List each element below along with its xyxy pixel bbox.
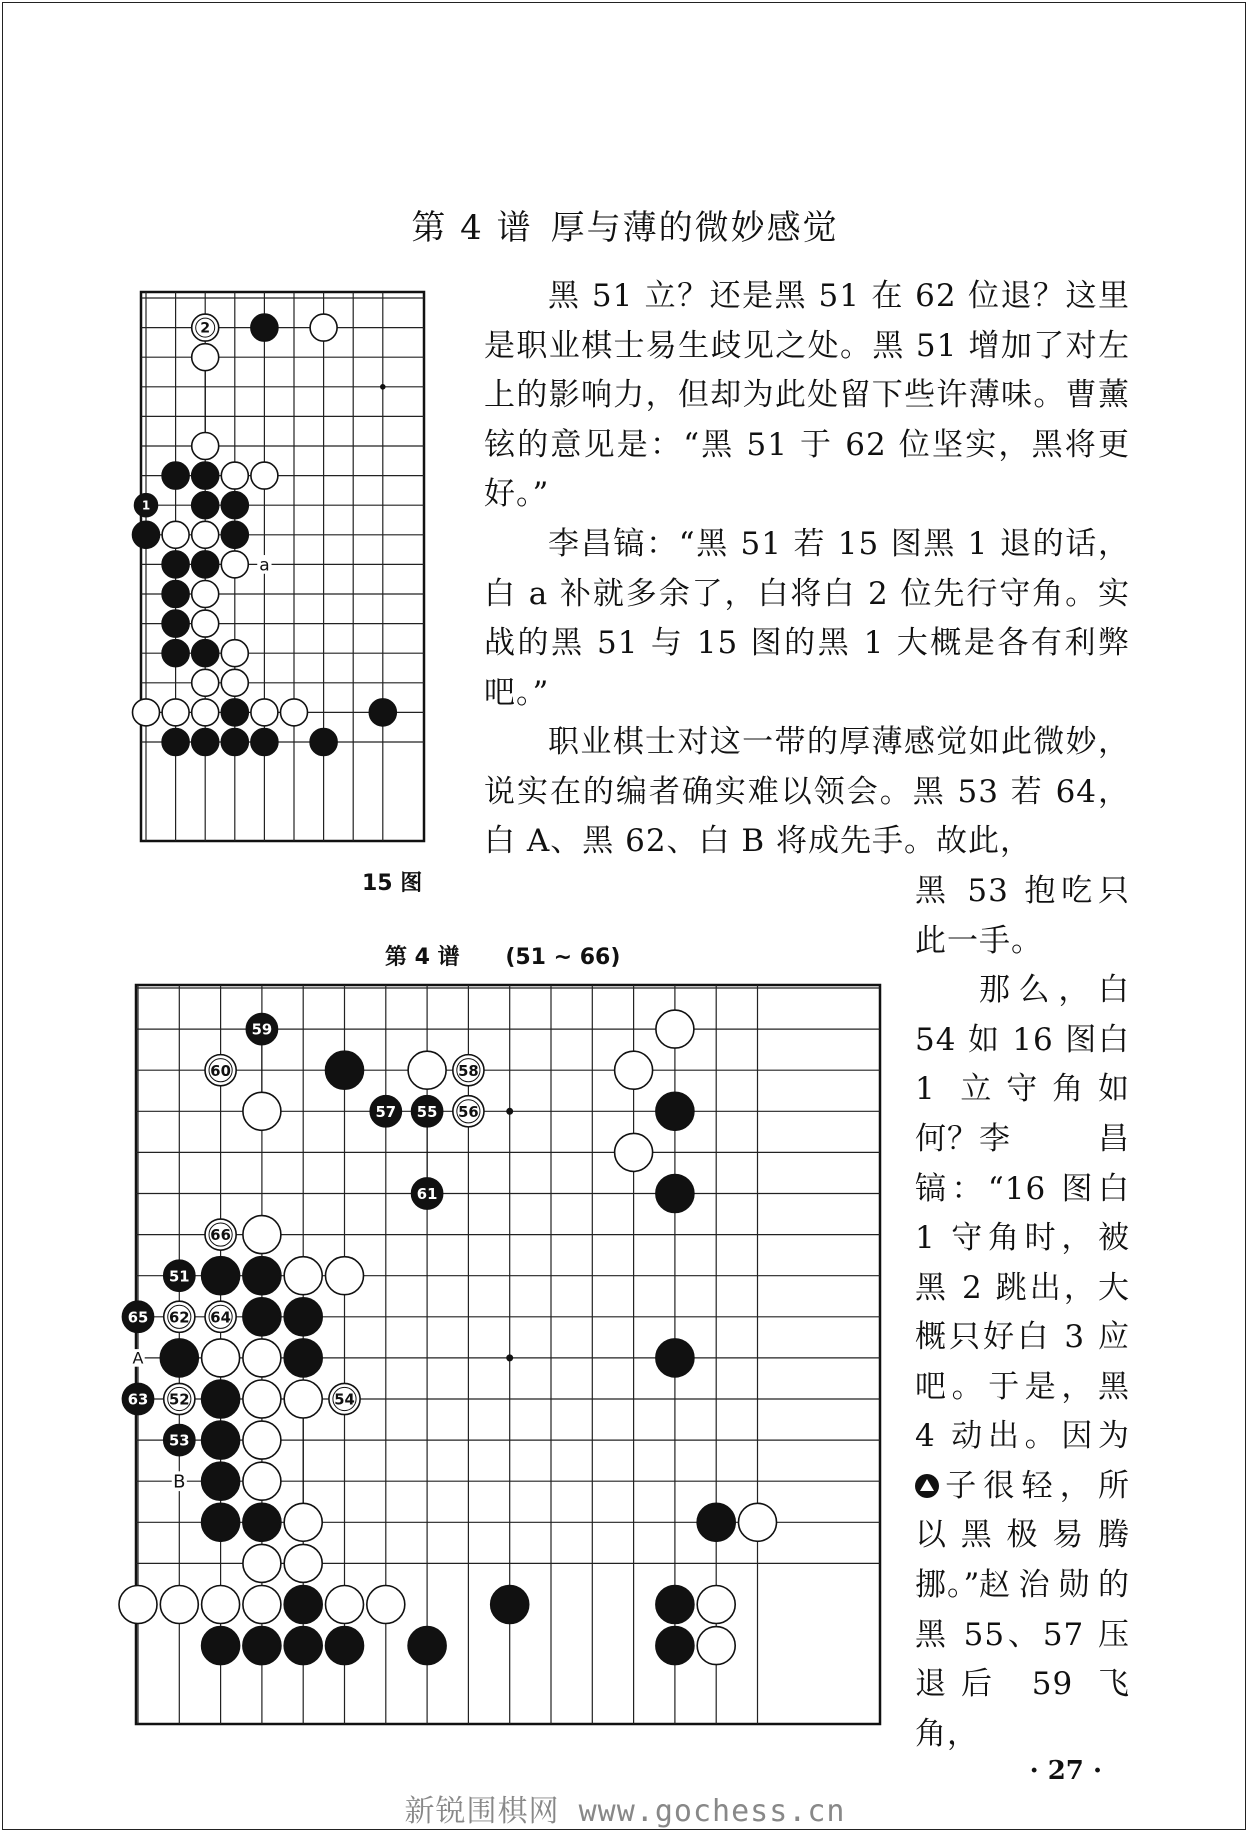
black-stone [162, 581, 189, 608]
white-stone [251, 699, 278, 726]
point-label-B: B [173, 1471, 186, 1493]
black-stone [656, 1339, 694, 1377]
move-number-label: 2 [200, 320, 211, 337]
white-stone [243, 1544, 281, 1582]
star-point [506, 1108, 513, 1115]
white-stone [281, 699, 308, 726]
white-stone [697, 1627, 735, 1665]
white-stone [408, 1051, 446, 1089]
main-diagram-caption [385, 940, 620, 971]
move-number-label: 54 [334, 1391, 355, 1409]
black-stone [221, 729, 248, 756]
move-number-label: 57 [375, 1103, 397, 1121]
white-stone [202, 1339, 240, 1377]
black-stone [408, 1627, 446, 1665]
paragraph-3-continued: 黑 53 抱吃只此一手。 [915, 873, 1130, 959]
move-number-label: 63 [127, 1391, 149, 1409]
move-number-label: 60 [210, 1062, 231, 1080]
white-stone [243, 1421, 281, 1459]
white-stone [243, 1462, 281, 1500]
white-stone [326, 1257, 364, 1295]
white-stone [160, 1586, 198, 1624]
point-label-a: a [259, 555, 270, 576]
title-prefix: 第 4 谱 [411, 208, 533, 248]
black-stone [326, 1051, 364, 1089]
white-stone [615, 1133, 653, 1171]
black-stone [202, 1257, 240, 1295]
white-stone [119, 1586, 157, 1624]
white-stone [697, 1586, 735, 1624]
paragraph-2: 李昌镐：“黑 51 若 15 图黑 1 退的话，白 a 补就多余了，白将白 2 位先行守角。实战的黑 51 与 15 图的黑 1 大概是各有利弊吧。” [484, 526, 1130, 711]
white-stone [221, 669, 248, 696]
white-stone [367, 1586, 405, 1624]
black-stone [192, 729, 219, 756]
white-stone [221, 551, 248, 578]
black-stone [202, 1380, 240, 1418]
black-stone [202, 1421, 240, 1459]
black-stone [221, 699, 248, 726]
black-stone [162, 640, 189, 667]
white-stone [162, 521, 189, 548]
move-number-label: 58 [458, 1062, 479, 1080]
star-point [506, 1354, 513, 1361]
white-stone [192, 344, 219, 371]
black-stone [221, 492, 248, 519]
white-stone [192, 433, 219, 460]
white-stone [251, 462, 278, 489]
title-main: 厚与薄的微妙感觉 [550, 208, 839, 248]
move-number-label: 59 [251, 1021, 273, 1039]
page-number: · 27 · [1029, 1756, 1102, 1786]
white-stone [192, 581, 219, 608]
black-stone [491, 1586, 529, 1624]
white-stone [243, 1092, 281, 1130]
black-stone [656, 1092, 694, 1130]
black-stone [202, 1627, 240, 1665]
figure-15-board [133, 292, 425, 841]
move-number-label: 1 [141, 498, 151, 513]
white-stone [202, 1586, 240, 1624]
paragraph-1: 黑 51 立？还是黑 51 在 62 位退？这里是职业棋士易生歧见之处。黑 51 增加了对左上的影响力，但却为此处留下些许薄味。曹薰铉的意见是：“黑 51 于 62 位坚实，黑将更好。” [484, 278, 1130, 512]
black-stone [310, 729, 337, 756]
star-point [380, 384, 386, 390]
white-stone [284, 1503, 322, 1541]
paragraph-5 [915, 1115, 1130, 1610]
move-number-label: 52 [169, 1391, 190, 1409]
move-number-label: 62 [169, 1309, 190, 1327]
black-stone [243, 1503, 281, 1541]
black-stone [160, 1339, 198, 1377]
white-stone [326, 1586, 364, 1624]
black-stone [162, 729, 189, 756]
white-stone [221, 462, 248, 489]
marked-black-stone-icon [915, 1474, 939, 1498]
main-diagram-range: (51 ~ 66) [505, 945, 621, 970]
black-stone [162, 462, 189, 489]
black-stone [221, 521, 248, 548]
paragraph-5-text: 李昌镐：“16 图白 1 守角时，被黑 2 跳出，大概只好白 3 应吧。于是，黑 4 动出。因为 [915, 1121, 1130, 1454]
white-stone [310, 314, 337, 341]
black-stone [284, 1298, 322, 1336]
white-stone [615, 1051, 653, 1089]
move-number-label: 66 [210, 1227, 231, 1245]
paragraph-6: 赵治勋的黑 55、57 压退后 59 飞角， [915, 1567, 1130, 1752]
black-stone [656, 1627, 694, 1665]
white-stone [133, 699, 160, 726]
black-stone [133, 521, 160, 548]
paragraph-5-text-end: 子很轻，所以黑极易腾挪。” [915, 1467, 1130, 1603]
black-stone [251, 729, 278, 756]
black-stone [697, 1503, 735, 1541]
white-stone [192, 699, 219, 726]
move-number-label: 55 [416, 1103, 438, 1121]
black-stone [369, 699, 396, 726]
paragraph-4: 那么，白 54 如 16 图白 1 立守角如何？ [915, 972, 1130, 1157]
black-stone [192, 492, 219, 519]
white-stone [221, 640, 248, 667]
main-diagram-title: 第 4 谱 [385, 945, 460, 970]
white-stone [162, 699, 189, 726]
black-stone [243, 1298, 281, 1336]
black-stone [251, 314, 278, 341]
white-stone [284, 1380, 322, 1418]
white-stone [192, 669, 219, 696]
paragraph-3: 职业棋士对这一带的厚薄感觉如此微妙，说实在的编者确实难以领会。黑 53 若 64，白 A、黑 62、白 B 将成先手。故此， [484, 724, 1130, 859]
black-stone [284, 1339, 322, 1377]
watermark: 新锐围棋网 www.gochess.cn [404, 1794, 846, 1829]
white-stone [284, 1544, 322, 1582]
white-stone [656, 1010, 694, 1048]
black-stone [162, 551, 189, 578]
black-stone [284, 1586, 322, 1624]
black-stone [202, 1462, 240, 1500]
black-stone [192, 551, 219, 578]
black-stone [243, 1257, 281, 1295]
white-stone [243, 1586, 281, 1624]
figure-15-caption: 15 图 [362, 871, 423, 896]
move-number-label: 64 [210, 1309, 231, 1327]
main-game-board [119, 985, 880, 1724]
black-stone [656, 1175, 694, 1213]
move-number-label: 61 [416, 1186, 438, 1204]
white-stone [284, 1257, 322, 1295]
white-stone [243, 1380, 281, 1418]
move-number-label: 65 [127, 1309, 149, 1327]
move-number-label: 51 [169, 1268, 190, 1286]
white-stone [192, 610, 219, 637]
black-stone [192, 462, 219, 489]
black-stone [243, 1627, 281, 1665]
black-stone [192, 640, 219, 667]
black-stone [284, 1627, 322, 1665]
move-number-label: 53 [169, 1432, 190, 1450]
black-stone [656, 1586, 694, 1624]
black-stone [202, 1503, 240, 1541]
white-stone [739, 1503, 777, 1541]
black-stone [326, 1627, 364, 1665]
white-stone [192, 521, 219, 548]
white-stone [243, 1339, 281, 1377]
move-number-label: 56 [458, 1103, 479, 1121]
black-stone [162, 610, 189, 637]
white-stone [243, 1216, 281, 1254]
point-label-A: A [132, 1348, 144, 1368]
